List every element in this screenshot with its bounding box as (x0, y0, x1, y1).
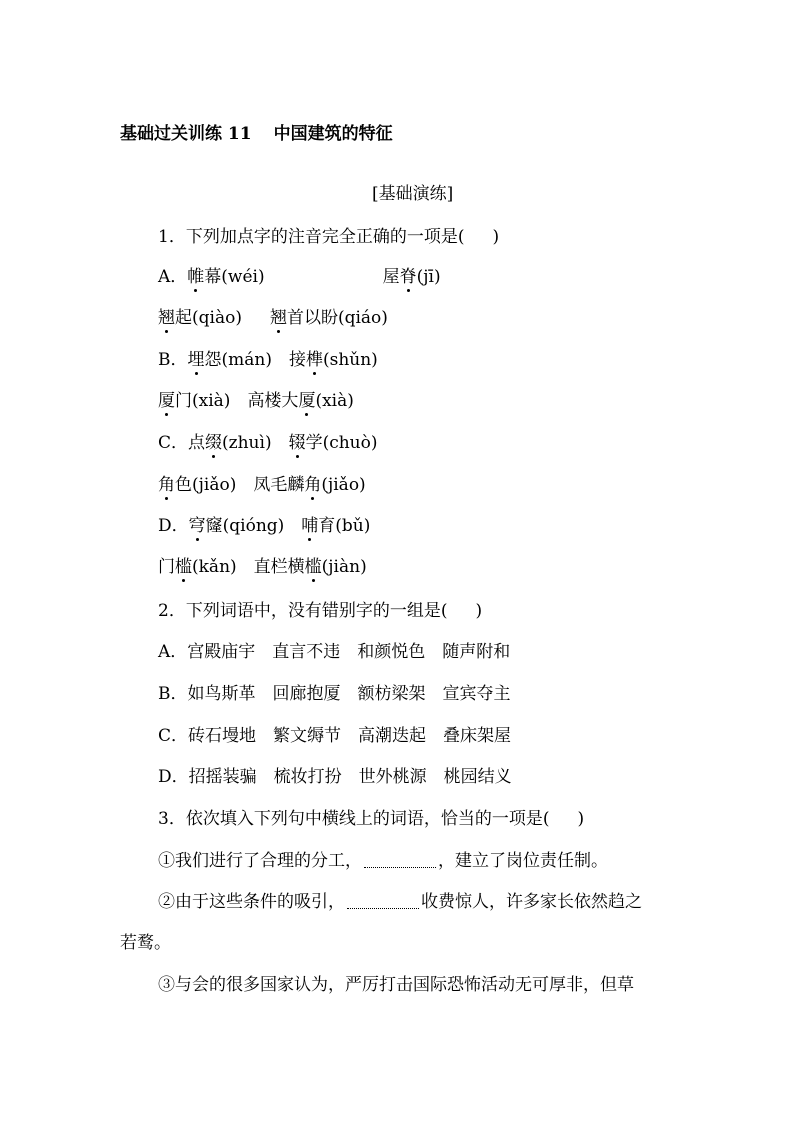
question-1-option-b: B．埋怨(mán) 接榫(shǔn) (158, 350, 378, 370)
question-1-option-d: D．穹窿(qióng) 哺育(bǔ) (158, 516, 371, 536)
question-2-option-b: B．如鸟斯革 回廊抱厦 额枋梁架 宣宾夺主 (158, 684, 511, 704)
question-2-stem: 2．下列词语中，没有错别字的一组是( ) (158, 601, 483, 621)
option-label: A． (158, 267, 188, 287)
question-2-option-d: D．招摇装骗 梳妆打扮 世外桃源 桃园结义 (158, 767, 512, 787)
question-1-stem: 1．下列加点字的注音完全正确的一项是( ) (158, 227, 500, 247)
question-2-option-a: A．宫殿庙宇 直言不违 和颜悦色 随声附和 (158, 642, 511, 662)
question-1-option-c: C．点缀(zhuì) 辍学(chuò) (158, 433, 378, 453)
question-3-stem: 3．依次填入下列句中横线上的词语，恰当的一项是( ) (158, 809, 585, 829)
option-label: B． (158, 350, 188, 370)
question-3-sentence-2: ②由于这些条件的吸引， 收费惊人，许多家长依然趋之 (158, 892, 642, 912)
title-name: 中国建筑的特征 (273, 124, 393, 144)
page-title (120, 123, 393, 145)
question-2-option-c: C．砖石墁地 繁文缛节 高潮迭起 叠床架屋 (158, 726, 512, 746)
question-1-option-d-line-2: 门槛(kǎn) 直栏横槛(jiàn) (158, 557, 367, 577)
option-label: C． (158, 433, 189, 453)
fill-blank-2[interactable] (347, 892, 419, 909)
section-heading: [基础演练] (372, 184, 454, 204)
question-1-option-a-line-2: 翘起(qiào) 翘首以盼(qiáo) (158, 308, 388, 328)
question-3-sentence-1: ①我们进行了合理的分工， ，建立了岗位责任制。 (158, 851, 608, 871)
question-3-sentence-2-cont: 若鹜。 (120, 933, 171, 953)
question-1-option-a: A．帷幕(wéi) 屋脊(jī) (158, 267, 441, 287)
question-1-option-c-line-2: 角色(jiǎo) 凤毛麟角(jiǎo) (158, 475, 366, 495)
question-3-sentence-3: ③与会的很多国家认为，严厉打击国际恐怖活动无可厚非，但草 (158, 975, 634, 995)
fill-blank-1[interactable] (364, 851, 436, 868)
question-1-option-b-line-2: 厦门(xià) 高楼大厦(xià) (158, 391, 354, 411)
option-label: D． (158, 516, 189, 536)
title-code: 基础过关训练 11 (120, 124, 252, 144)
